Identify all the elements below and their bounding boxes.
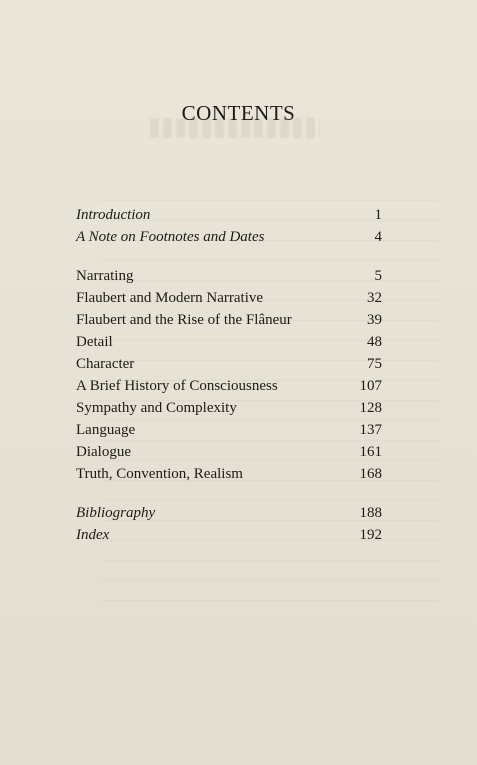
toc-entry-page: 161 [359, 444, 382, 460]
toc-entry-page: 137 [359, 422, 382, 438]
toc-entry[interactable] [76, 287, 382, 309]
toc-entry[interactable] [76, 331, 382, 353]
page-title: CONTENTS [181, 101, 296, 125]
toc-entry-page: 107 [359, 378, 382, 394]
toc-entry-page: 75 [367, 356, 382, 372]
toc-entry-label: Dialogue [76, 444, 131, 460]
toc-entry[interactable] [76, 204, 382, 226]
toc-entry[interactable] [76, 309, 382, 331]
toc-entry[interactable] [76, 353, 382, 375]
toc-entry-page: 48 [367, 334, 382, 350]
toc-entry-label: Detail [76, 334, 113, 350]
toc-entry-page: 5 [374, 268, 382, 284]
toc-entry[interactable] [76, 463, 382, 485]
toc-entry-page: 188 [359, 505, 382, 521]
toc-entry-label: A Brief History of Consciousness [76, 378, 278, 394]
toc-entry-label: Index [76, 527, 110, 543]
toc-entry-page: 168 [359, 466, 382, 482]
toc-entry[interactable] [76, 502, 382, 524]
toc-entry-page: 32 [367, 290, 382, 306]
toc-entry[interactable] [76, 375, 382, 397]
toc-entry[interactable] [76, 265, 382, 287]
toc-entry[interactable] [76, 397, 382, 419]
toc-entry[interactable] [76, 419, 382, 441]
toc-entry-label: Flaubert and Modern Narrative [76, 290, 264, 306]
toc-entry-label: Narrating [76, 268, 134, 284]
toc-entry-label: Bibliography [76, 505, 156, 521]
toc-entry-label: Sympathy and Complexity [76, 400, 237, 416]
toc-entry[interactable] [76, 524, 382, 546]
toc-entry-label: Introduction [76, 207, 151, 223]
toc-entry-page: 128 [359, 400, 382, 416]
toc-entry-label: Truth, Convention, Realism [76, 466, 243, 482]
toc-entry[interactable] [76, 226, 382, 248]
toc-entry-page: 39 [367, 312, 382, 328]
toc-entry-page: 192 [359, 527, 382, 543]
toc-entry-page: 1 [374, 207, 382, 223]
toc-entry-page: 4 [374, 229, 382, 245]
toc-entry-label: Language [76, 422, 136, 438]
toc-entry-label: A Note on Footnotes and Dates [76, 229, 265, 245]
toc-entry-label: Flaubert and the Rise of the Flâneur [76, 312, 292, 328]
toc-entry-label: Character [76, 356, 135, 372]
toc-entry[interactable] [76, 441, 382, 463]
